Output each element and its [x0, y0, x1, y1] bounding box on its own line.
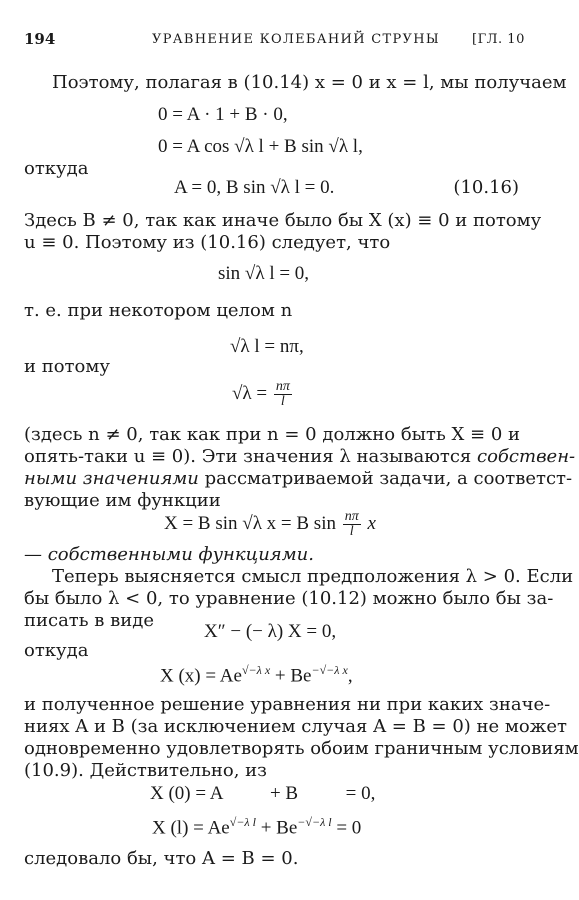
text-run: рассматриваемой задачи, а соответст-: [204, 468, 573, 489]
fraction: [274, 380, 292, 409]
exponent: √−λ x: [241, 663, 271, 677]
fraction: [343, 510, 361, 539]
equation: A = 0, B sin √λ l = 0.: [174, 177, 335, 198]
equation-lhs: X = B sin √λ x = B sin: [164, 512, 336, 534]
page-number: 194: [24, 30, 56, 48]
paragraph-line: и потому: [24, 356, 110, 377]
fraction-denominator: l: [349, 524, 354, 539]
section-marker: [ГЛ. 10: [472, 32, 525, 47]
equation: X (0) = A + B = 0,: [150, 783, 376, 804]
equation: sin √λ l = 0,: [218, 263, 310, 284]
paragraph-line: т. е. при некотором целом n: [24, 300, 293, 321]
equation-part: X (x) = Ae: [160, 665, 242, 687]
paragraph-line: откуда: [24, 158, 89, 179]
paragraph-line: Теперь выясняется смысл предположения λ > 0. Если: [52, 566, 574, 587]
equation: [232, 380, 294, 409]
equation-number: (10.16): [453, 177, 519, 198]
equation-part: + Be: [270, 665, 312, 687]
paragraph-line: Здесь B ≠ 0, так как иначе было бы X (x) ≡ 0 и потому: [24, 210, 542, 231]
paragraph-line: [24, 468, 573, 490]
fraction-denominator: l: [280, 394, 285, 409]
equation-part: ,: [347, 665, 353, 687]
fraction-numerator: nπ: [344, 509, 359, 524]
equation-lhs: √λ =: [232, 382, 268, 404]
exponent: −√−λ l: [297, 815, 332, 829]
exponent: −√−λ x: [311, 663, 348, 677]
paragraph-line: и полученное решение уравнения ни при каких значе-: [24, 694, 551, 715]
running-title: УРАВНЕНИЕ КОЛЕБАНИЙ СТРУНЫ: [152, 32, 440, 47]
paragraph-line: — собственными функциями.: [24, 544, 314, 565]
fraction-numerator: nπ: [275, 379, 290, 394]
paragraph-line: Поэтому, полагая в (10.14) x = 0 и x = l, мы получаем: [52, 72, 567, 93]
text-run: опять-таки u ≡ 0). Эти значения λ называются: [24, 446, 472, 467]
equation: [164, 510, 376, 539]
paragraph-line: (здесь n ≠ 0, так как при n = 0 должно быть X ≡ 0 и: [24, 424, 520, 445]
equation-part: X (l) = Ae: [152, 817, 230, 839]
paragraph-line: вующие им функции: [24, 490, 221, 511]
equation-rhs: x: [367, 512, 376, 534]
equation: X″ − (− λ) X = 0,: [204, 621, 337, 642]
paragraph-line: следовало бы, что A = B = 0.: [24, 848, 299, 869]
italic-term: собствен-: [477, 446, 576, 467]
paragraph-line: (10.9). Действительно, из: [24, 760, 267, 781]
paragraph-line: одновременно удовлетворять обоим граничным условиям: [24, 738, 579, 759]
italic-term: ными значениями: [24, 468, 199, 489]
paragraph-line: ниях A и B (за исключением случая A = B = 0) не может: [24, 716, 567, 737]
equation: √λ l = nπ,: [230, 336, 304, 357]
exponent: √−λ l: [229, 815, 256, 829]
equation: 0 = A cos √λ l + B sin √λ l,: [158, 136, 363, 157]
paragraph-line: откуда: [24, 640, 89, 661]
equation-part: = 0: [331, 817, 362, 839]
paragraph-line: писать в виде: [24, 610, 155, 631]
equation: 0 = A · 1 + B · 0,: [158, 104, 288, 125]
equation: [152, 810, 361, 840]
paragraph-line: [24, 446, 576, 468]
equation: [160, 658, 353, 688]
paragraph-line: бы было λ < 0, то уравнение (10.12) можно было бы за-: [24, 588, 554, 609]
equation-part: + Be: [255, 817, 298, 839]
paragraph-line: u ≡ 0. Поэтому из (10.16) следует, что: [24, 232, 391, 253]
